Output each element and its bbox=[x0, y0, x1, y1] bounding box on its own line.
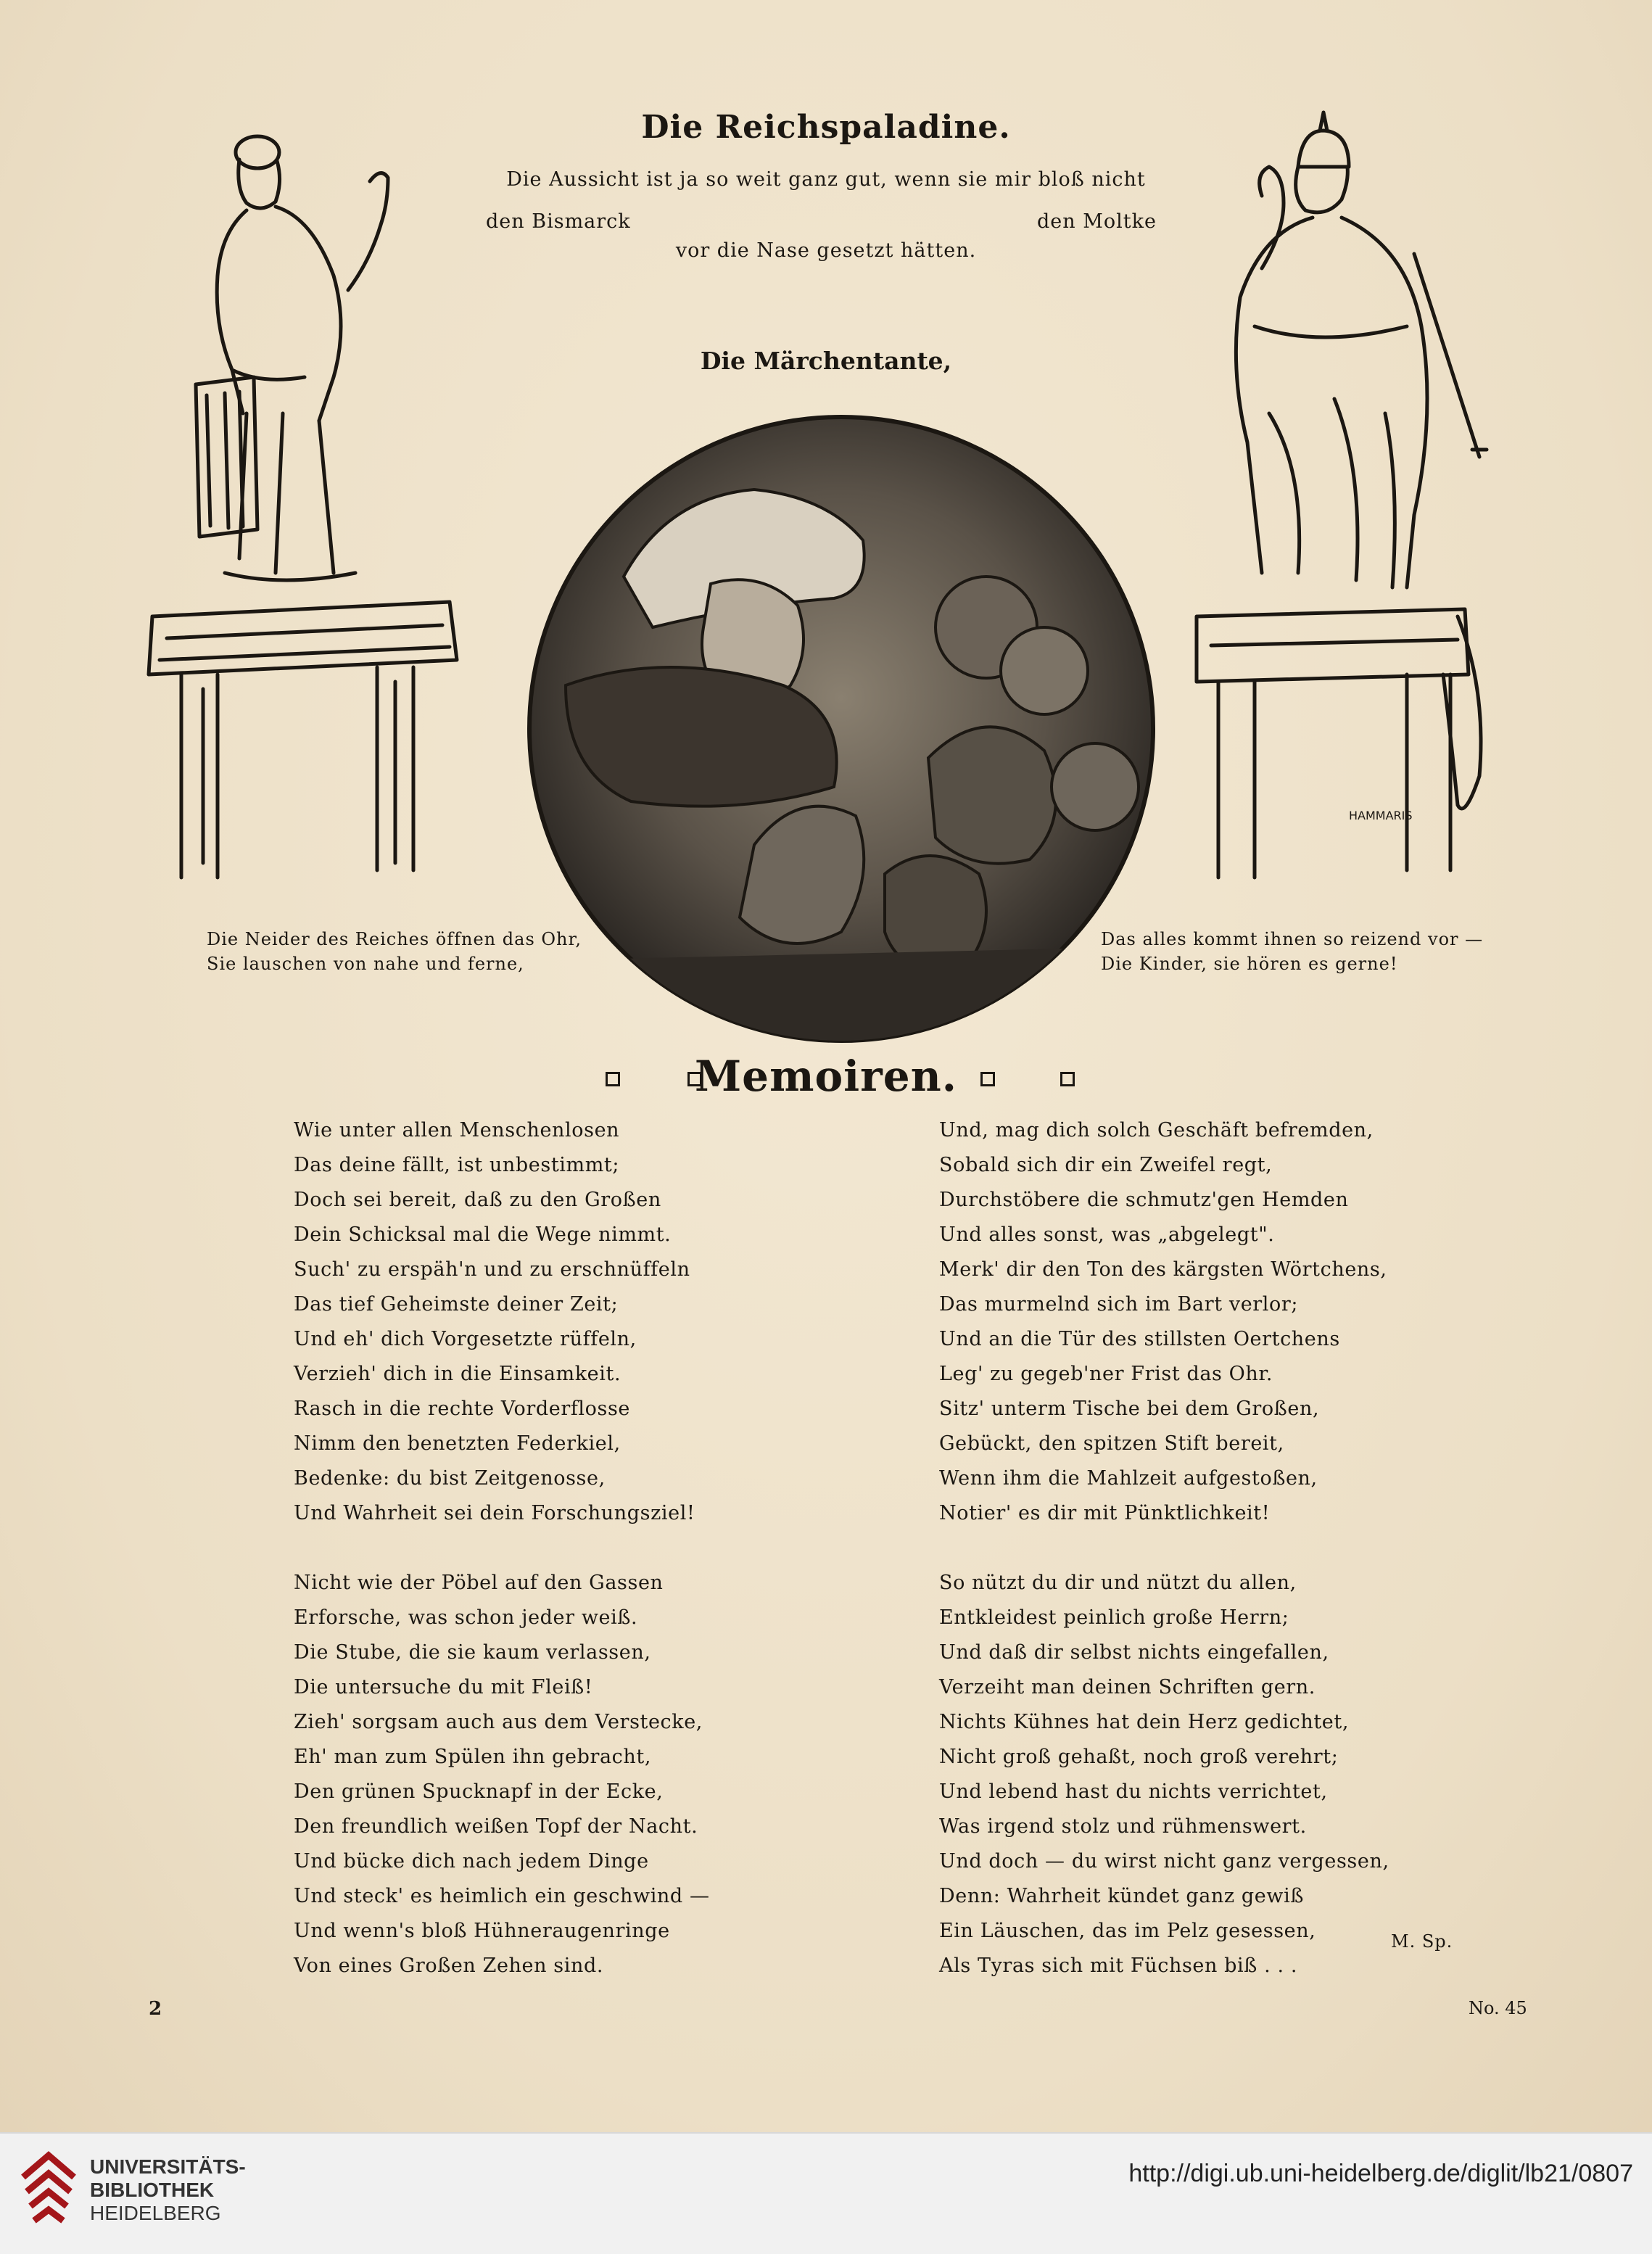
page-number: 2 bbox=[149, 1998, 162, 2020]
poem-line: Durchstöbere die schmutz'gen Hemden bbox=[939, 1189, 1349, 1211]
poem-line: Und eh' dich Vorgesetzte rüffeln, bbox=[294, 1328, 637, 1350]
poem-line: Leg' zu gegeb'ner Frist das Ohr. bbox=[939, 1363, 1273, 1385]
poem-line: Und daß dir selbst nichts eingefallen, bbox=[939, 1641, 1329, 1664]
source-url-link[interactable]: http://digi.ub.uni-heidelberg.de/diglit/lb21/0807 bbox=[1128, 2160, 1633, 2187]
poem-line: Ein Läuschen, das im Pelz gesessen, bbox=[939, 1920, 1316, 1942]
poem-line: Und, mag dich solch Geschäft befremden, bbox=[939, 1119, 1374, 1142]
poem-line: Sobald sich dir ein Zweifel regt, bbox=[939, 1154, 1273, 1176]
poem-line: Verzeiht man deinen Schriften gern. bbox=[939, 1676, 1316, 1698]
poem-line: Als Tyras sich mit Füchsen biß . . . bbox=[939, 1954, 1298, 1977]
subtitle-right-label: den Moltke bbox=[1037, 210, 1157, 233]
poem-line: Was irgend stolz und rühmenswert. bbox=[939, 1815, 1307, 1838]
maerchentante-circular-cartoon bbox=[522, 410, 1160, 1048]
poem-column-right bbox=[939, 1113, 1389, 1983]
poem-line: Verzieh' dich in die Einsamkeit. bbox=[294, 1363, 621, 1385]
caption-right bbox=[1101, 927, 1507, 976]
stanza-gap bbox=[939, 1531, 1389, 1566]
issue-number: No. 45 bbox=[1469, 1998, 1527, 2018]
poem-title-row bbox=[0, 1052, 1652, 1117]
digitization-footer bbox=[0, 2132, 1652, 2254]
poem-title: Memoiren. bbox=[694, 1052, 957, 1101]
poem-line: Nichts Kühnes hat dein Herz gedichtet, bbox=[939, 1711, 1350, 1733]
poem-line: Und alles sonst, was „abgelegt". bbox=[939, 1223, 1275, 1246]
library-name-line: BIBLIOTHEK bbox=[90, 2179, 215, 2201]
poem-line: Gebückt, den spitzen Stift bereit, bbox=[939, 1432, 1284, 1455]
poem-line: Such' zu erspäh'n und zu erschnüffeln bbox=[294, 1258, 690, 1281]
poem-line: Wenn ihm die Mahlzeit aufgestoßen, bbox=[939, 1467, 1318, 1490]
subtitle-line-1: Die Aussicht ist ja so weit ganz gut, wenn sie mir bloß nicht bbox=[506, 168, 1146, 191]
poem-line: Entkleidest peinlich große Herrn; bbox=[939, 1606, 1289, 1629]
caption-left-line: Sie lauschen von nahe und ferne, bbox=[207, 954, 524, 974]
statue-illustration-right bbox=[1175, 109, 1552, 892]
poem-line: Notier' es dir mit Pünktlichkeit! bbox=[939, 1502, 1271, 1524]
poem-line: Bedenke: du bist Zeitgenosse, bbox=[294, 1467, 606, 1490]
headline-reichspaladine: Die Reichspaladine. bbox=[641, 109, 1011, 146]
poem-line: Merk' dir den Ton des kärgsten Wörtchens, bbox=[939, 1258, 1387, 1281]
caption-left-line: Die Neider des Reiches öffnen das Ohr, bbox=[207, 929, 582, 949]
library-name-line: UNIVERSITÄTS- bbox=[90, 2155, 246, 2178]
poem-line: Nicht wie der Pöbel auf den Gassen bbox=[294, 1572, 664, 1594]
poem-line: Die Stube, die sie kaum verlassen, bbox=[294, 1641, 651, 1664]
poem-line: Und lebend hast du nichts verrichtet, bbox=[939, 1780, 1328, 1803]
poem-line: Von eines Großen Zehen sind. bbox=[294, 1954, 604, 1977]
artist-signature: HAMMARIS bbox=[1349, 809, 1413, 822]
poem-line: Und an die Tür des stillsten Oertchens bbox=[939, 1328, 1340, 1350]
poem-column-left bbox=[294, 1113, 710, 1983]
poem-line: Eh' man zum Spülen ihn gebracht, bbox=[294, 1746, 652, 1768]
poem-line: Den grünen Spucknapf in der Ecke, bbox=[294, 1780, 664, 1803]
author-signature: M. Sp. bbox=[1391, 1931, 1453, 1952]
poem-line: Und wenn's bloß Hühneraugenringe bbox=[294, 1920, 670, 1942]
caption-right-line: Das alles kommt ihnen so reizend vor — bbox=[1101, 929, 1484, 949]
poem-line: Zieh' sorgsam auch aus dem Verstecke, bbox=[294, 1711, 703, 1733]
ornament-square bbox=[1060, 1072, 1075, 1086]
poem-line: Und steck' es heimlich ein geschwind — bbox=[294, 1885, 710, 1907]
caption-left bbox=[207, 927, 613, 976]
poem-line: Und Wahrheit sei dein Forschungsziel! bbox=[294, 1502, 695, 1524]
library-logo-icon bbox=[16, 2148, 81, 2235]
poem-line: Wie unter allen Menschenlosen bbox=[294, 1119, 620, 1142]
subtitle-left-label: den Bismarck bbox=[486, 210, 631, 233]
poem-line: Erforsche, was schon jeder weiß. bbox=[294, 1606, 638, 1629]
subtitle-line-3: vor die Nase gesetzt hätten. bbox=[675, 239, 977, 262]
statue-illustration-left bbox=[138, 109, 515, 892]
poem-line: Nimm den benetzten Federkiel, bbox=[294, 1432, 621, 1455]
poem-line: Dein Schicksal mal die Wege nimmt. bbox=[294, 1223, 672, 1246]
poem-line: Rasch in die rechte Vorderflosse bbox=[294, 1398, 631, 1420]
poem-line: Sitz' unterm Tische bei dem Großen, bbox=[939, 1398, 1320, 1420]
poem-line: Nicht groß gehaßt, noch groß verehrt; bbox=[939, 1746, 1339, 1768]
poem-line: Das tief Geheimste deiner Zeit; bbox=[294, 1293, 619, 1316]
poem-line: Und doch — du wirst nicht ganz vergessen, bbox=[939, 1850, 1389, 1873]
stanza-gap bbox=[294, 1531, 710, 1566]
library-name-line: HEIDELBERG bbox=[90, 2202, 221, 2224]
poem-line: Die untersuche du mit Fleiß! bbox=[294, 1676, 593, 1698]
cartoon-title: Die Märchentante, bbox=[700, 347, 952, 375]
poem-line: Doch sei bereit, daß zu den Großen bbox=[294, 1189, 661, 1211]
poem-line: So nützt du dir und nützt du allen, bbox=[939, 1572, 1297, 1594]
poem-line: Den freundlich weißen Topf der Nacht. bbox=[294, 1815, 698, 1838]
poem-line: Das deine fällt, ist unbestimmt; bbox=[294, 1154, 620, 1176]
poem-line: Und bücke dich nach jedem Dinge bbox=[294, 1850, 649, 1873]
caption-right-line: Die Kinder, sie hören es gerne! bbox=[1101, 954, 1398, 974]
ornament-square bbox=[980, 1072, 995, 1086]
poem-line: Denn: Wahrheit kündet ganz gewiß bbox=[939, 1885, 1304, 1907]
poem-line: Das murmelnd sich im Bart verlor; bbox=[939, 1293, 1299, 1316]
library-name bbox=[90, 2155, 246, 2225]
